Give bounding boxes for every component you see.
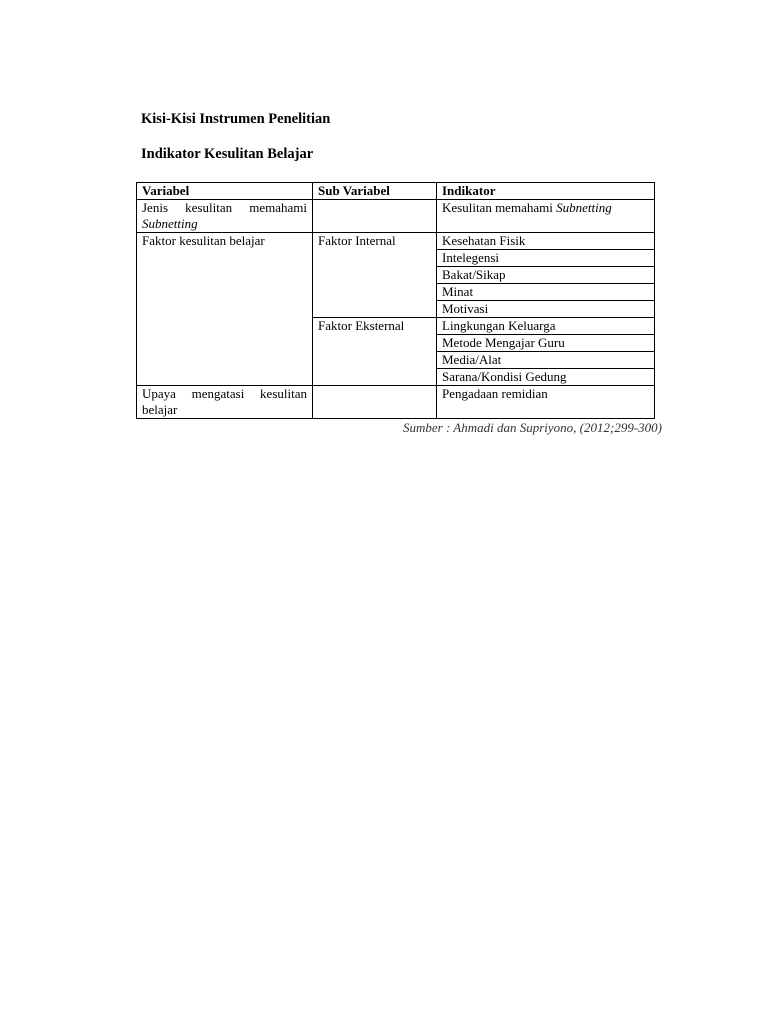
cell-variabel: Faktor kesulitan belajar	[137, 233, 313, 386]
document-title: Kisi-Kisi Instrumen Penelitian	[141, 111, 331, 127]
table-row	[137, 200, 655, 233]
cell-sub-variabel: Faktor Internal	[313, 233, 437, 318]
cell-indikator: Media/Alat	[437, 352, 655, 369]
cell-sub-variabel	[313, 200, 437, 233]
header-variabel: Variabel	[137, 183, 313, 200]
cell-indikator: Motivasi	[437, 301, 655, 318]
cell-indikator: Kesehatan Fisik	[437, 233, 655, 250]
cell-indikator: Bakat/Sikap	[437, 267, 655, 284]
cell-indikator: Pengadaan remidian	[437, 386, 655, 419]
table-header-row	[137, 183, 655, 200]
table-title: Indikator Kesulitan Belajar	[141, 146, 314, 162]
cell-variabel-line: belajar	[142, 402, 178, 417]
source-citation: Sumber : Ahmadi dan Supriyono, (2012;299-300)	[402, 420, 662, 435]
cell-indikator: Sarana/Kondisi Gedung	[437, 369, 655, 386]
cell-sub-variabel	[313, 386, 437, 419]
cell-indikator-text: Kesulitan memahami	[442, 200, 553, 215]
cell-indikator: Metode Mengajar Guru	[437, 335, 655, 352]
header-sub-variabel: Sub Variabel	[313, 183, 437, 200]
header-indikator: Indikator	[437, 183, 655, 200]
cell-variabel	[137, 386, 313, 419]
cell-indikator-italic: Subnetting	[556, 200, 612, 215]
cell-indikator	[437, 200, 655, 233]
cell-variabel-line: Upaya mengatasi kesulitan	[142, 386, 307, 401]
cell-indikator: Lingkungan Keluarga	[437, 318, 655, 335]
instrument-grid-table	[136, 182, 655, 419]
cell-variabel-line: Jenis kesulitan memahami	[142, 200, 307, 215]
cell-indikator: Intelegensi	[437, 250, 655, 267]
table-row	[137, 233, 655, 250]
cell-variabel	[137, 200, 313, 233]
cell-sub-variabel: Faktor Eksternal	[313, 318, 437, 386]
cell-variabel-italic: Subnetting	[142, 216, 198, 231]
table-row	[137, 386, 655, 419]
cell-indikator: Minat	[437, 284, 655, 301]
